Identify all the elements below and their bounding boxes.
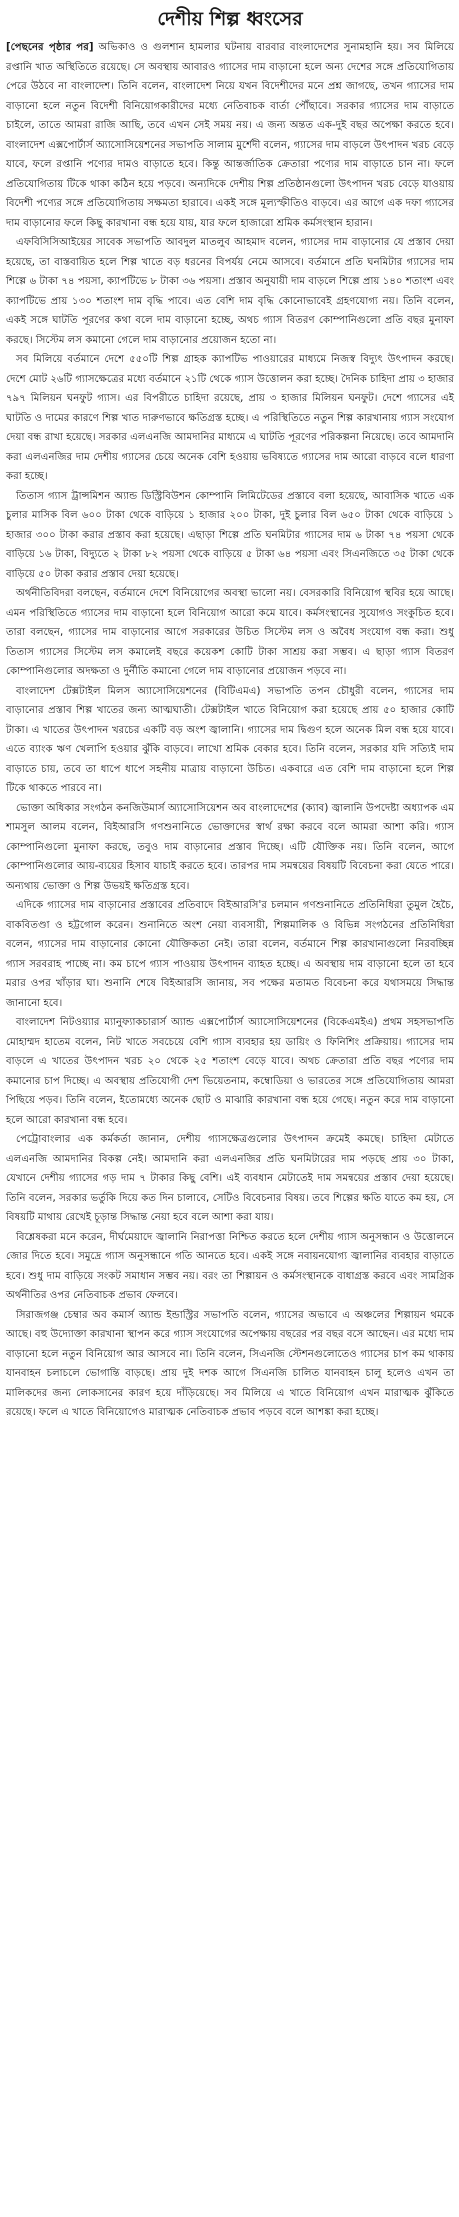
article-paragraph: বাংলাদেশ নিটওয়্যার ম্যানুফ্যাকচারার্স অ্যান্ড এক্সপোর্টার্স অ্যাসোসিয়েশনের (বিকেএমইএ) প্রথম সহসভাপতি মোহাম্মদ হাতেম বলেন, নিট খাতে সবচেয়ে বেশি গ্যাস ব্যবহার হয় ডায়িং ও ফিনিশিং প্রক্রিয়ায়। গ্যাসের দাম বাড়লে এ খাতের উৎপাদন খরচ ২০ থেকে ২৫ শতাংশ বেড়ে যাবে। অথচ ক্রেতারা প্রতি বছর পণ্যের দাম কমানোর চাপ দিচ্ছে। এ অবস্থায় প্রতিযোগী দেশ ভিয়েতনাম, কম্বোডিয়া ও ভারতের সঙ্গে প্রতিযোগিতায় আমরা পিছিয়ে পড়ব। তিনি বলেন, ইতোমধ্যে অনেক ছোট ও মাঝারি কারখানা বন্ধ হয়ে গেছে। নতুন করে দাম বাড়ানো হলে আরো কারখানা বন্ধ হবে। [6, 1017, 454, 1126]
article-paragraph: ভোক্তা অধিকার সংগঠন কনজিউমার্স অ্যাসোসিয়েশন অব বাংলাদেশের (ক্যাব) জ্বালানি উপদেষ্টা অধ্যাপক এম শামসুল আলম বলেন, বিইআরসি গণশুনানিতে ভোক্তাদের স্বার্থ রক্ষা করবে বলে আমরা আশা করি। গ্যাস কোম্পানিগুলো মুনাফা করছে, তবুও দাম বাড়ানোর প্রস্তাব দিচ্ছে। এটি যৌক্তিক নয়। তিনি বলেন, আগে কোম্পানিগুলোর আয়-ব্যয়ের হিসাব যাচাই করতে হবে। তারপর দাম সমন্বয়ের বিষয়টি বিবেচনা করা যেতে পারে। অন্যথায় ভোক্তা ও শিল্প উভয়ই ক্ষতিগ্রস্ত হবে। [6, 802, 454, 892]
article-paragraph: পেট্রোবাংলার এক কর্মকর্তা জানান, দেশীয় গ্যাসক্ষেত্রগুলোর উৎপাদন ক্রমেই কমছে। চাহিদা মেটাতে এলএনজি আমদানির বিকল্প নেই। আমদানি করা এলএনজির প্রতি ঘনমিটারের দাম পড়ছে প্রায় ৩০ টাকা, যেখানে দেশীয় গ্যাসের গড় দাম ৭ টাকার কিছু বেশি। এই ব্যবধান মেটাতেই দাম সমন্বয়ের প্রস্তাব দেয়া হয়েছে। তিনি বলেন, সরকার ভর্তুকি দিয়ে কত দিন চালাবে, সেটিও বিবেচনার বিষয়। তবে শিল্পের ক্ষতি যাতে কম হয়, সে বিষয়টি মাথায় রেখেই চূড়ান্ত সিদ্ধান্ত নেয়া হবে বলে আশা করা যায়। [6, 1134, 454, 1223]
article-paragraph: এফবিসিসিআইয়ের সাবেক সভাপতি আবদুল মাতলুব আহমাদ বলেন, গ্যাসের দাম বাড়ানোর যে প্রস্তাব দেয়া হয়েছে, তা বাস্তবায়িত হলে শিল্প খাতে বড় ধরনের বিপর্যয় নেমে আসবে। বর্তমানে প্রতি ঘনমিটার গ্যাসের দাম শিল্পে ৬ টাকা ৭৪ পয়সা, ক্যাপটিভে ৮ টাকা ৩৬ পয়সা। প্রস্তাব অনুযায়ী দাম বাড়লে শিল্পে প্রায় ১৪০ শতাংশ এবং ক্যাপটিভে প্রায় ১৩০ শতাংশ দাম বৃদ্ধি পাবে। এত বেশি দাম বৃদ্ধি কোনোভাবেই গ্রহণযোগ্য নয়। তিনি বলেন, একই সঙ্গে ঘাটতি পূরণের কথা বলে দাম বাড়ানো হচ্ছে, অথচ গ্যাস বিতরণ কোম্পানিগুলো প্রতি বছর মুনাফা করছে। সিস্টেম লস কমানো গেলে দাম বাড়ানোর প্রয়োজন হতো না। [6, 237, 454, 346]
article-paragraph: সিরাজগঞ্জ চেম্বার অব কমার্স অ্যান্ড ইন্ডাস্ট্রির সভাপতি বলেন, গ্যাসের অভাবে এ অঞ্চলের শিল্পায়ন থমকে আছে। বহু উদ্যোক্তা কারখানা স্থাপন করে গ্যাস সংযোগের অপেক্ষায় বছরের পর বছর বসে আছেন। এর মধ্যে দাম বাড়ানো হলে নতুন বিনিয়োগ আর আসবে না। তিনি বলেন, সিএনজি স্টেশনগুলোতেও গ্যাসের চাপ কম থাকায় যানবাহন চলাচলে ভোগান্তি বাড়ছে। প্রায় দুই দশক আগে সিএনজি চালিত যানবাহন চালু হলেও এখন তা মালিকদের জন্য লোকসানের কারণ হয়ে দাঁড়িয়েছে। সব মিলিয়ে এ খাতে বিনিয়োগ এখন মারাত্মক ঝুঁকিতে রয়েছে। ফলে এ খাতে বিনিয়োগেও মারাত্মক নেতিবাচক প্রভাব পড়বে বলে আশঙ্কা করা হচ্ছে। [6, 1309, 454, 1418]
paragraph-text: অভিকাও ও গুলশান হামলার ঘটনায় বারবার বাংলাদেশের সুনামহানি হয়। সব মিলিয়ে রপ্তানি খাত অস্থিতিতে রয়েছে। সে অবস্থায় আবারও গ্যাসের দাম বাড়ানো হলে অন্য দেশের সঙ্গে প্রতিযোগিতায় পেরে উঠবে না বাংলাদেশ। তিনি বলেন, বাংলাদেশ নিয়ে যখন বিদেশীদের মনে প্রশ্ন জাগছে, তখন গ্যাসের দাম বাড়ানো হলে নতুন বিদেশী বিনিয়োগকারীদের মধ্যে নেতিবাচক বার্তা পৌঁছাবে। সরকার গ্যাসের দাম বাড়াতে চাইলে, তাতে আমরা রাজি আছি, তবে এখন সেই সময় নয়। এ জন্য অন্তত এক-দুই বছর অপেক্ষা করতে হবে। বাংলাদেশ এক্সপোর্টার্স অ্যাসোসিয়েশনের সভাপতি সালাম মুর্শেদী বলেন, গ্যাসের দাম বাড়লে উৎপাদন খরচ বেড়ে যাবে, ফলে রপ্তানি পণ্যের দামও বাড়াতে হবে। কিন্তু আন্তর্জাতিক ক্রেতারা পণ্যের দাম বাড়াতে চান না। ফলে প্রতিযোগিতায় টিকে থাকা কঠিন হয়ে পড়বে। অন্যদিকে দেশীয় শিল্প প্রতিষ্ঠানগুলো উৎপাদন খরচ বেড়ে যাওয়ায় বিদেশী পণ্যের সঙ্গে প্রতিযোগিতায় সক্ষমতা হারাবে। একই সঙ্গে মূল্যস্ফীতিও বাড়বে। এর আগে এক দফা গ্যাসের দাম বাড়ানোর ফলে কিছু কারখানা বন্ধ হয়ে যায়, যার ফলে হাজারো শ্রমিক কর্মসংস্থান হারান। [6, 42, 454, 229]
article-paragraph: অর্থনীতিবিদরা বলছেন, বর্তমানে দেশে বিনিয়োগের অবস্থা ভালো নয়। বেসরকারি বিনিয়োগ স্থবির হয়ে আছে। এমন পরিস্থিতিতে গ্যাসের দাম বাড়ানো হলে বিনিয়োগ আরো কমে যাবে। কর্মসংস্থানের সুযোগও সংকুচিত হবে। তারা বলছেন, গ্যাসের দাম বাড়ানোর আগে সরকারের উচিত সিস্টেম লস ও অবৈধ সংযোগ বন্ধ করা। শুধু তিতাস গ্যাসের সিস্টেম লস কমালেই বছরে কয়েকশ কোটি টাকা সাশ্রয় করা সম্ভব। এ ছাড়া গ্যাস বিতরণ কোম্পানিগুলোর অদক্ষতা ও দুর্নীতি কমানো গেলে দাম বাড়ানোর প্রয়োজন পড়বে না। [6, 588, 454, 677]
article-headline: দেশীয় শিল্প ধ্বংসের [157, 8, 303, 30]
article-paragraph [6, 38, 454, 233]
article-paragraph: তিতাস গ্যাস ট্রান্সমিশন অ্যান্ড ডিস্ট্রিবিউশন কোম্পানি লিমিটেডের প্রস্তাবে বলা হয়েছে, আবাসিক খাতে এক চুলার মাসিক বিল ৬০০ টাকা থেকে বাড়িয়ে ১ হাজার ২০০ টাকা, দুই চুলার বিল ৬৫০ টাকা থেকে বাড়িয়ে ১ হাজার ৩০০ টাকা করার প্রস্তাব করা হয়েছে। এছাড়া শিল্পে প্রতি ঘনমিটার গ্যাসের দাম ৬ টাকা ৭৪ পয়সা থেকে বাড়িয়ে ১৬ টাকা, বিদ্যুতে ২ টাকা ৮২ পয়সা থেকে বাড়িয়ে ৫ টাকা ৬৪ পয়সা এবং সিএনজিতে ৩৫ টাকা থেকে বাড়িয়ে ৫০ টাকা করার প্রস্তাব দেয়া হয়েছে। [6, 490, 454, 580]
article-paragraph: সব মিলিয়ে বর্তমানে দেশে ৫৫০টি শিল্প গ্রাহক ক্যাপটিভ পাওয়ারের মাধ্যমে নিজস্ব বিদ্যুৎ উৎপাদন করছে। দেশে মোট ২৬টি গ্যাসক্ষেত্রের মধ্যে বর্তমানে ২১টি থেকে গ্যাস উত্তোলন করা হচ্ছে। দৈনিক চাহিদা প্রায় ৩ হাজার ৭৯৭ মিলিয়ন ঘনফুট গ্যাস। এর বিপরীতে চাহিদা রয়েছে, প্রায় ৩ হাজার মিলিয়ন ঘনফুট। দেশে গ্যাসের এই ঘাটতি ও দামের কারণে শিল্প খাত দারুণভাবে ক্ষতিগ্রস্ত হচ্ছে। এ পরিস্থিতিতে নতুন শিল্প কারখানায় গ্যাস সংযোগ দেয়া বন্ধ রাখা হয়েছে। সরকার এলএনজি আমদানির মাধ্যমে এ ঘাটতি পূরণের পরিকল্পনা নিয়েছে। তবে আমদানি করা এলএনজির দাম দেশীয় গ্যাসের চেয়ে অনেক বেশি হওয়ায় ভবিষ্যতে গ্যাসের দাম আরো বাড়বে বলে ধারণা করা হচ্ছে। [6, 354, 454, 482]
article-paragraph: বাংলাদেশ টেক্সটাইল মিলস অ্যাসোসিয়েশনের (বিটিএমএ) সভাপতি তপন চৌধুরী বলেন, গ্যাসের দাম বাড়ানোর প্রস্তাব শিল্প খাতের জন্য আত্মঘাতী। টেক্সটাইল খাতে বিনিয়োগ করা হয়েছে প্রায় ৫০ হাজার কোটি টাকা। এ খাতের উৎপাদন খরচের একটি বড় অংশ জ্বালানি। গ্যাসের দাম দ্বিগুণ হলে অনেক মিল বন্ধ হয়ে যাবে। এতে ব্যাংক ঋণ খেলাপি হওয়ার ঝুঁকি বাড়বে। লাখো শ্রমিক বেকার হবে। তিনি বলেন, সরকার যদি সত্যিই দাম বাড়াতে চায়, তবে তা ধাপে ধাপে সহনীয় মাত্রায় বাড়ানো উচিত। একবারে এত বেশি দাম বাড়ানো হলে শিল্প টিকে থাকতে পারবে না। [6, 685, 454, 794]
article-body [6, 38, 454, 1423]
article-paragraph: এদিকে গ্যাসের দাম বাড়ানোর প্রস্তাবের প্রতিবাদে বিইআরসি'র চলমান গণশুনানিতে প্রতিনিধিরা তুমুল হৈচৈ, বাকবিতণ্ডা ও হট্টগোল করেন। শুনানিতে অংশ নেয়া ব্যবসায়ী, শিল্পমালিক ও বিভিন্ন সংগঠনের প্রতিনিধিরা বলেন, গ্যাসের দাম বাড়ানোর কোনো যৌক্তিকতা নেই। তারা বলেন, বর্তমানে শিল্প কারখানাগুলো নিরবচ্ছিন্ন গ্যাস সরবরাহ পাচ্ছে না। কম চাপে গ্যাস পাওয়ায় উৎপাদন ব্যাহত হচ্ছে। এ অবস্থায় দাম বাড়ানো হলে তা হবে মরার ওপর খাঁড়ার ঘা। শুনানি শেষে বিইআরসি জানায়, সব পক্ষের মতামত বিবেচনা করে যথাসময়ে সিদ্ধান্ত জানানো হবে। [6, 900, 454, 1009]
article-paragraph: বিশ্লেষকরা মনে করেন, দীর্ঘমেয়াদে জ্বালানি নিরাপত্তা নিশ্চিত করতে হলে দেশীয় গ্যাস অনুসন্ধান ও উত্তোলনে জোর দিতে হবে। সমুদ্রে গ্যাস অনুসন্ধানে গতি আনতে হবে। একই সঙ্গে নবায়নযোগ্য জ্বালানির ব্যবহার বাড়াতে হবে। শুধু দাম বাড়িয়ে সংকট সমাধান সম্ভব নয়। বরং তা শিল্পায়ন ও কর্মসংস্থানকে বাধাগ্রস্ত করবে এবং সামগ্রিক অর্থনীতির ওপর নেতিবাচক প্রভাব ফেলবে। [6, 1231, 454, 1301]
continuation-lead: [পেছনের পৃষ্ঠার পর] [6, 42, 94, 53]
